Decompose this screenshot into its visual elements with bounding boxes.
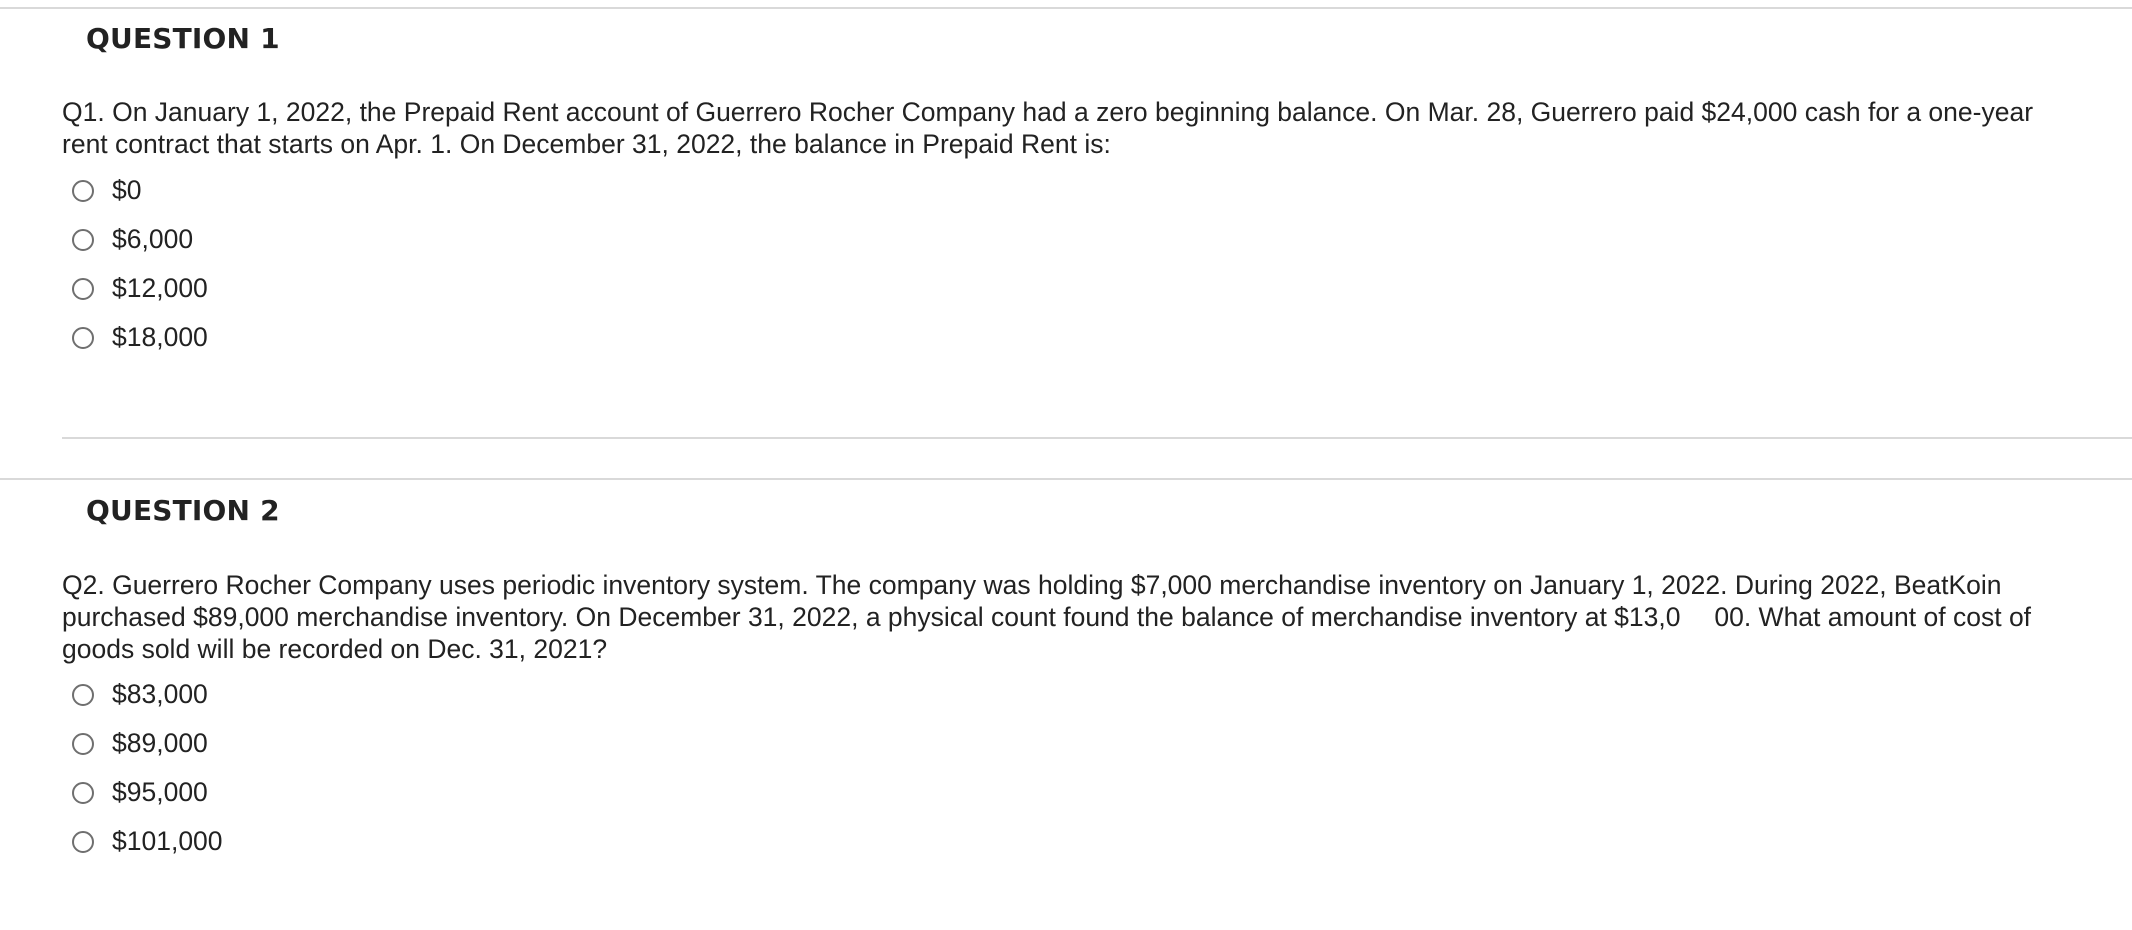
question-text: Q1. On January 1, 2022, the Prepaid Rent account of Guerrero Rocher Company had a zero beginning balance. On Mar. 28, Guerrero paid $24,000 cash for a one-year rent contract that starts on Apr. 1. On December 31, 2022, the balance in Prepaid Rent is: — [62, 97, 2034, 159]
answer-option[interactable] — [72, 670, 223, 719]
answer-label: $6,000 — [112, 224, 194, 254]
radio-button[interactable] — [72, 327, 94, 349]
question-2 — [0, 480, 2132, 930]
answer-option[interactable] — [72, 166, 208, 215]
question-heading: QUESTION 1 — [86, 22, 280, 55]
answer-label: $83,000 — [112, 679, 208, 709]
radio-button[interactable] — [72, 782, 94, 804]
answer-options — [72, 166, 208, 362]
radio-button[interactable] — [72, 278, 94, 300]
question-text: Q2. Guerrero Rocher Company uses periodic inventory system. The company was holding $7,000 merchandise inventory on January 1, 2022. During 2022, BeatKoin purchased $89,000 merchandise inventory. On December 31, 2022, a physical count found the balance of merchandise inventory at $13,0 00. What amount of cost of goods sold will be recorded on Dec. 31, 2021? — [62, 570, 2032, 664]
answer-option[interactable] — [72, 313, 208, 362]
question-1-bottom-divider — [62, 437, 2132, 439]
answer-option[interactable] — [72, 817, 223, 866]
answer-label: $12,000 — [112, 273, 208, 303]
answer-label: $89,000 — [112, 728, 208, 758]
question-heading: QUESTION 2 — [86, 494, 280, 527]
radio-button[interactable] — [72, 229, 94, 251]
answer-option[interactable] — [72, 768, 223, 817]
answer-option[interactable] — [72, 264, 208, 313]
answer-option[interactable] — [72, 719, 223, 768]
radio-button[interactable] — [72, 831, 94, 853]
radio-button[interactable] — [72, 684, 94, 706]
question-1 — [0, 0, 2132, 440]
answer-options — [72, 670, 223, 866]
radio-button[interactable] — [72, 733, 94, 755]
answer-option[interactable] — [72, 215, 208, 264]
answer-label: $95,000 — [112, 777, 208, 807]
answer-label: $18,000 — [112, 322, 208, 352]
radio-button[interactable] — [72, 180, 94, 202]
answer-label: $101,000 — [112, 826, 223, 856]
answer-label: $0 — [112, 175, 142, 205]
